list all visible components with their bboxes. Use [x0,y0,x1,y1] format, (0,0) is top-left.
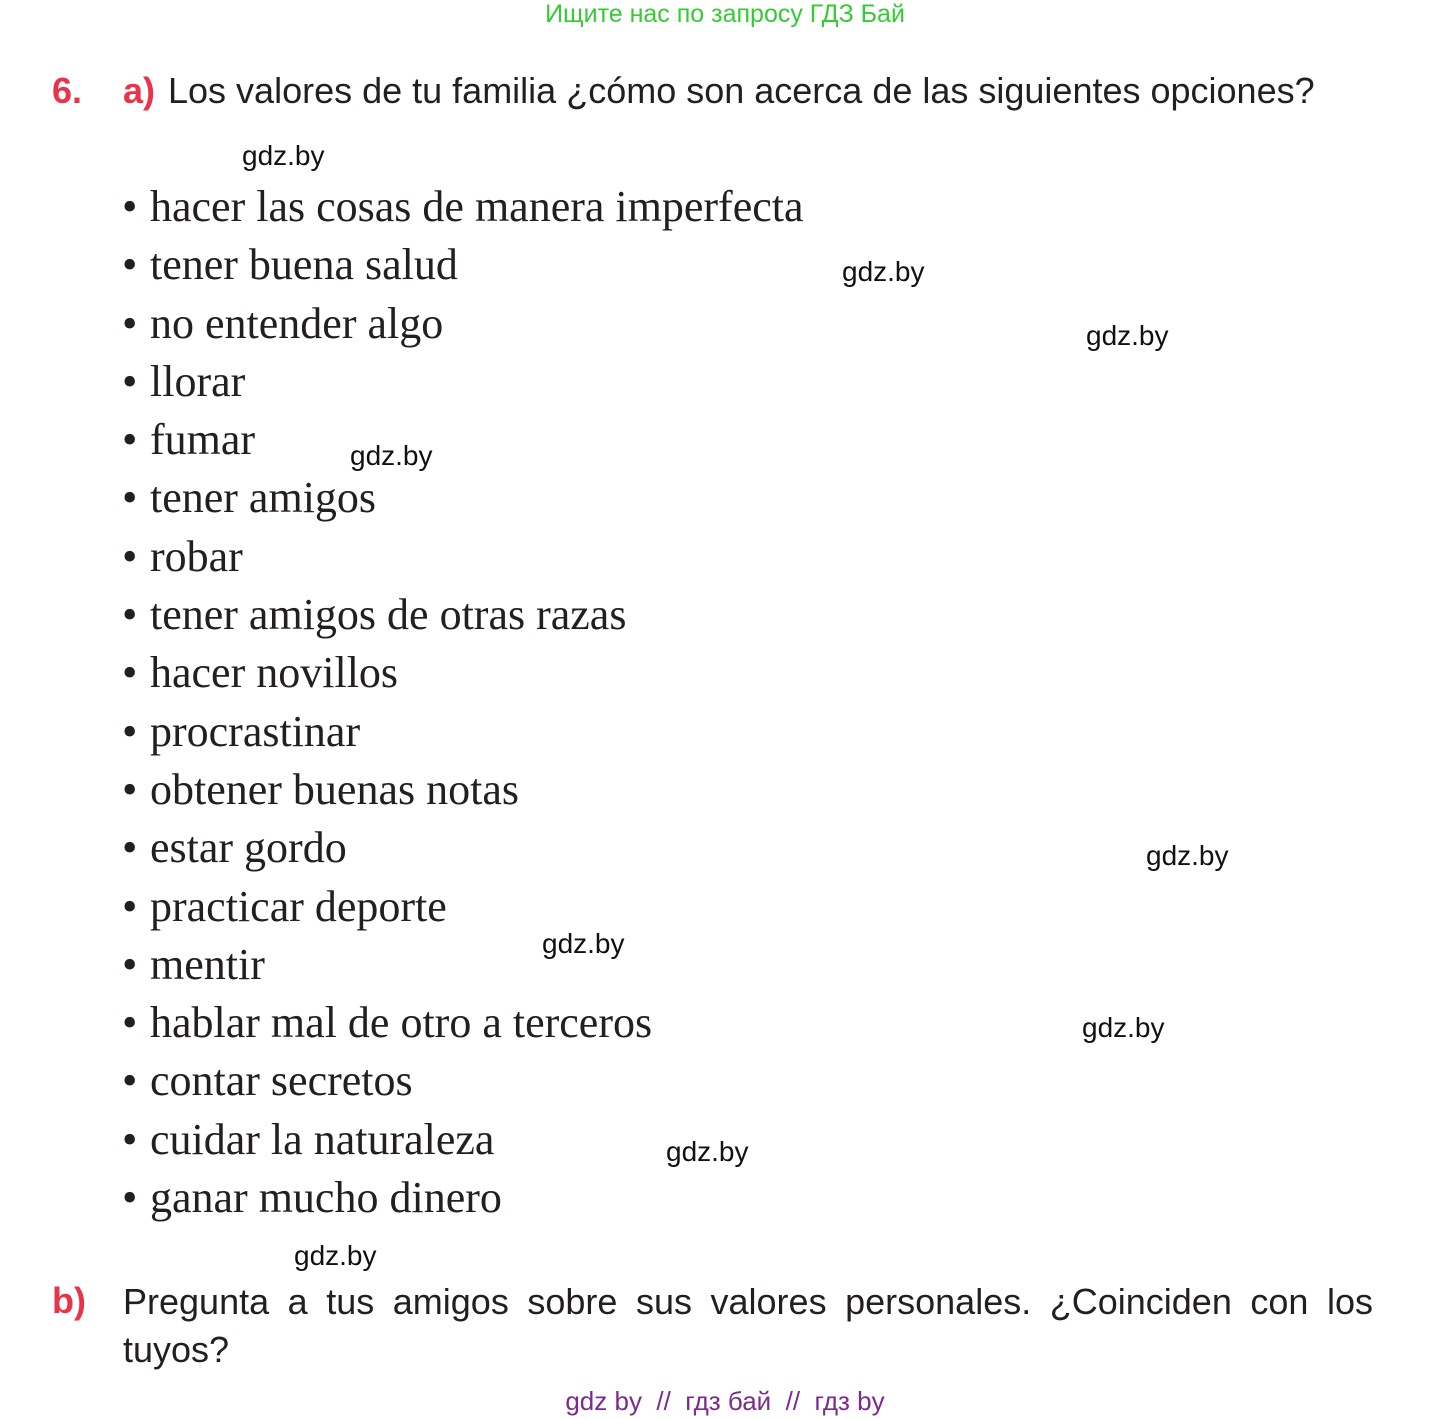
list-item [122,644,804,702]
watermark: gdz.by [350,440,433,471]
list-item [122,878,804,936]
bullet-icon: • [122,531,138,581]
option-text: tener buena salud [150,240,458,290]
bullet-icon: • [122,998,138,1048]
list-item [122,994,804,1052]
bullet-icon: • [122,939,138,989]
bullet-icon: • [122,240,138,290]
option-text: obtener buenas notas [150,764,519,814]
option-text: no entender algo [150,298,444,348]
option-text: hablar mal de otro a terceros [150,998,653,1048]
part-a-question: Los valores de tu familia ¿cómo son acerca de las siguientes opciones? [168,70,1315,111]
option-text: mentir [150,939,265,989]
list-item [122,586,804,644]
bullet-icon: • [122,473,138,523]
bullet-icon: • [122,182,138,231]
list-item [122,469,804,527]
option-text: estar gordo [150,823,347,873]
list-item [122,761,804,819]
options-list [122,178,804,1227]
option-text: procrastinar [150,706,361,756]
option-text: hacer las cosas de manera imperfecta [150,182,804,231]
watermark: gdz.by [542,928,625,959]
bullet-icon: • [122,764,138,814]
watermark: gdz.by [1146,840,1229,871]
option-text: llorar [150,356,246,406]
footer-links: gdz by // гдз бай // гдз by [565,1386,885,1416]
list-item [122,353,804,411]
bullet-icon: • [122,298,138,348]
header-banner: Ищите нас по запросу ГДЗ Бай [545,0,905,28]
list-item [122,1052,804,1110]
watermark: gdz.by [842,256,925,287]
bullet-icon: • [122,1114,138,1164]
list-item [122,528,804,586]
bullet-icon: • [122,823,138,873]
watermark: gdz.by [294,1240,377,1271]
bullet-icon: • [122,881,138,931]
part-a-label: a) [123,70,156,111]
exercise-number: 6. [52,70,83,111]
bullet-icon: • [122,1173,138,1223]
bullet-icon: • [122,1056,138,1106]
list-item [122,178,804,236]
bullet-icon: • [122,590,138,640]
option-text: fumar [150,415,256,465]
list-item [122,819,804,877]
part-b-label: b) [52,1280,86,1321]
list-item [122,295,804,353]
option-text: ganar mucho dinero [150,1173,502,1223]
watermark: gdz.by [666,1136,749,1167]
option-text: contar secretos [150,1056,413,1106]
option-text: tener amigos [150,473,377,523]
watermark: gdz.by [1082,1012,1165,1043]
option-text: practicar deporte [150,881,447,931]
option-text: hacer novillos [150,648,399,698]
list-item [122,936,804,994]
option-text: cuidar la naturaleza [150,1114,495,1164]
part-b-question: Pregunta a tus amigos sobre sus valores personales. ¿Coinciden con los tuyos? [123,1281,1373,1370]
list-item [122,236,804,294]
bullet-icon: • [122,356,138,406]
bullet-icon: • [122,706,138,756]
list-item [122,703,804,761]
watermark: gdz.by [1086,320,1169,351]
bullet-icon: • [122,648,138,698]
list-item [122,411,804,469]
list-item [122,1169,804,1227]
option-text: tener amigos de otras razas [150,590,627,640]
bullet-icon: • [122,415,138,465]
option-text: robar [150,531,243,581]
watermark: gdz.by [242,140,325,171]
